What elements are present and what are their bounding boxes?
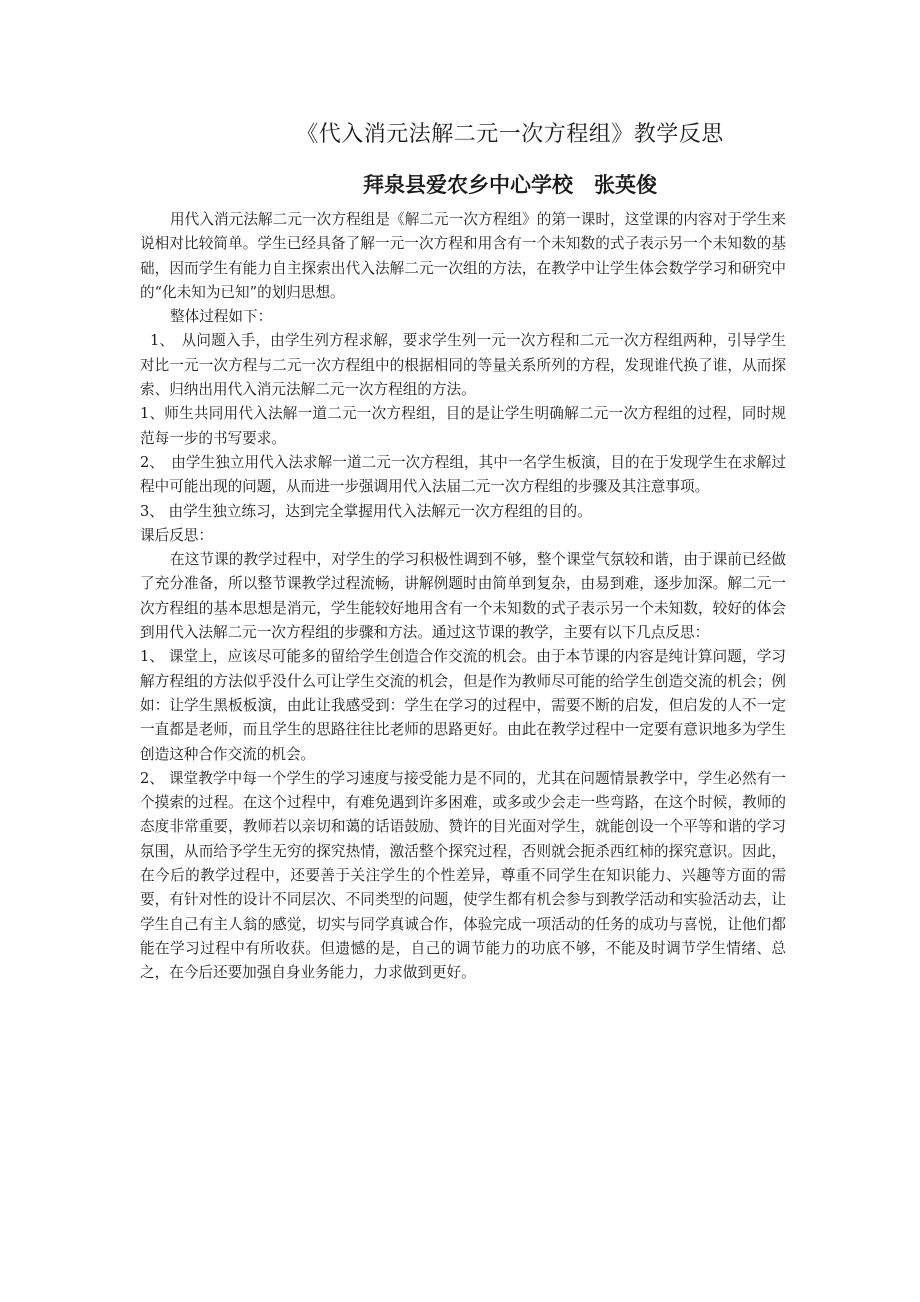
reflection-paragraph: 在这节课的教学过程中，对学生的学习积极性调到不够，整个课堂气氛较和谐，由于课前已经做了充分准备，所以整节课教学过程流畅，讲解例题时由简单到复杂，由易到难，逐步加深。解二元一次方程组的基本思想是消元，学生能较好地用含有一个未知数的式子表示另一个未知数，较好的体会到用代入法解二元一次方程组的步骤和方法。通过这节课的教学，主要有以下几点反思： (140, 551, 786, 642)
process-item-1: 1、 从问题入手，由学生列方程求解，要求学生列一元一次方程和二元一次方程组两种，引导学生对比一元一次方程与二元一次方程组中的根据相同的等量关系所列的方程，发现谁代换了谁，从而探索、归纳出用代入消元法解二元一次方程组的方法。 (140, 332, 786, 399)
process-heading: 整体过程如下： (170, 308, 273, 326)
reflection-point-2: 2、 课堂教学中每一个学生的学习速度与接受能力是不同的，尤其在问题情景教学中，学生必然有一个摸索的过程。在这个过程中，有难免遇到许多困难，或多或少会走一些弯路，在这个时候，教师的态度非常重要，教师若以亲切和蔼的话语鼓励、赞许的目光面对学生，就能创设一个平等和谐的学习氛围，从而给予学生无穷的探究热情，激活整个探究过程，否则就会扼杀西红柿的探究意识。因此，在今后的教学过程中，还要善于关注学生的个性差异，尊重不同学生在知识能力、兴趣等方面的需要，有针对性的设计不同层次、不同类型的问题，使学生都有机会参与到教学活动和实验活动去，让学生自己有主人翁的感觉，切实与同学真诚合作，体验完成一项活动的任务的成功与喜悦，让他们都能在学习过程中有所收获。但遗憾的是，自己的调节能力的功底不够，不能及时调节学生情绪、总之，在今后还要加强自身业务能力，力求做到更好。 (140, 769, 786, 982)
intro-paragraph: 用代入消元法解二元一次方程组是《解二元一次方程组》的第一课时，这堂课的内容对于学生来说相对比较简单。学生已经具备了解一元一次方程和用含有一个未知数的式子表示另一个未知数的基础，因而学生有能力自主探索出代入法解二元一次组的方法，在教学中让学生体会数学学习和研究中的“化未知为已知”的划归思想。 (140, 211, 786, 301)
reflection-heading: 课后反思： (140, 526, 213, 544)
document-author-line: 拜泉县爱农乡中心学校 张英俊 (363, 173, 657, 197)
reflection-point-1: 1、 课堂上，应该尽可能多的留给学生创造合作交流的机会。由于本节课的内容是纯计算问题，学习解方程组的方法似乎没什么可让学生交流的机会，但是作为教师尽可能的给学生创造交流的机会；例如：让学生黑板板演，由此让我感受到：学生在学习的过程中，需要不断的启发，但启发的人不一定一直都是老师，而且学生的思路往往比老师的思路更好。由此在教学过程中一定要有意识地多为学生创造这种合作交流的机会。 (140, 648, 786, 763)
document-body (140, 208, 786, 986)
process-item-3: 2、 由学生独立用代入法求解一道二元一次方程组，其中一名学生板演，目的在于发现学生在求解过程中可能出现的问题，从而进一步强调用代入法届二元一次方程组的步骤及其注意事项。 (140, 453, 786, 496)
process-item-4: 3、 由学生独立练习，达到完全掌握用代入法解元一次方程组的目的。 (140, 502, 592, 520)
process-item-2: 1、师生共同用代入法解一道二元一次方程组，目的是让学生明确解二元一次方程组的过程，同时规范每一步的书写要求。 (140, 405, 786, 447)
document-title: 《代入消元法解二元一次方程组》教学反思 (296, 122, 724, 147)
